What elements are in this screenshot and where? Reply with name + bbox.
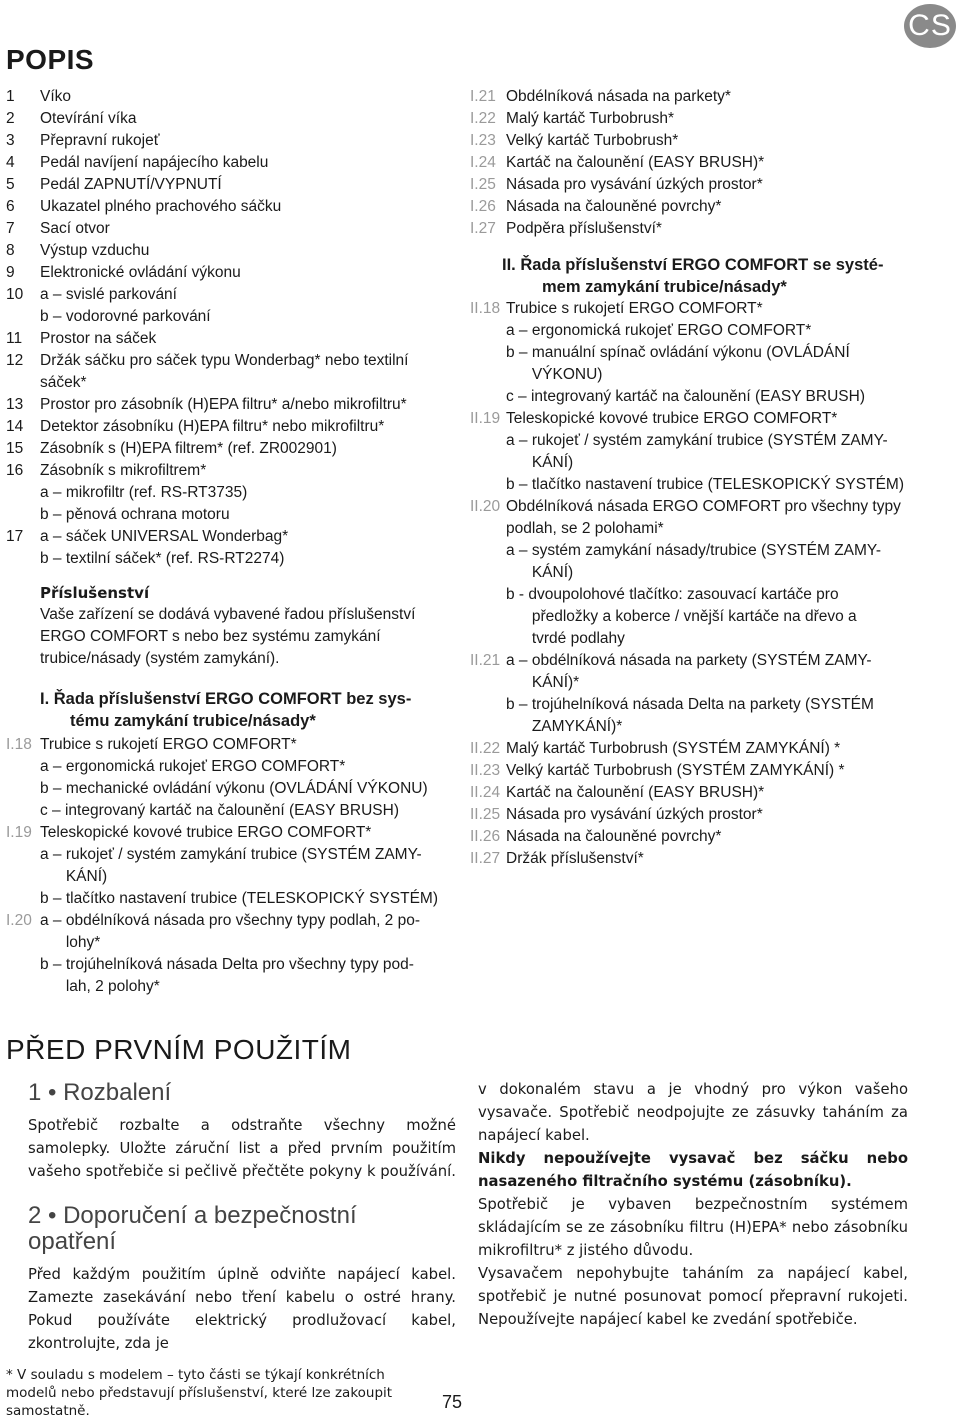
series-2-list xyxy=(470,298,940,870)
series-1-title-line: tému zamykání trubice/násady* xyxy=(70,712,316,730)
item-text: a – systém zamykání násady/trubice (SYSTÉM ZAMY- xyxy=(506,542,881,559)
item-text: Držák příslušenství* xyxy=(506,850,644,867)
paragraph-safety: Před každým použitím úplně odviňte napájecí kabel. Zamezte zasekávání nebo tření kabelu o ostré hrany. Pokud používáte elektrický prodlužovací kabel, zkontrolujte, zda je xyxy=(28,1266,456,1352)
item-text: b – trojúhelníková násada Delta na parkety (SYSTÉM xyxy=(506,696,874,713)
item-text: Přepravní rukojeť xyxy=(40,132,160,149)
list-item xyxy=(470,408,940,430)
footnote: * V souladu s modelem – tyto části se týkají konkrétních modelů nebo představují příslušenství, které lze zakoupit samostatně. xyxy=(6,1367,393,1419)
item-text: tvrdé podlahy xyxy=(506,630,625,647)
item-text: a – sáček UNIVERSAL Wonderbag* xyxy=(40,528,289,545)
series-2-title-line: II. Řada příslušenství ERGO COMFORT se systé- xyxy=(502,256,884,274)
list-item xyxy=(470,174,940,196)
list-item xyxy=(470,760,940,782)
item-text: Elektronické ovládání výkonu xyxy=(40,264,241,281)
list-item xyxy=(6,734,456,756)
section-title-before-first-use: PŘED PRVNÍM POUŽITÍM xyxy=(6,1034,352,1065)
subsection-unpacking: 1 • Rozbalení xyxy=(28,1079,172,1106)
accessories-line: trubice/násady (systém zamykání). xyxy=(40,650,280,667)
item-text: Zásobník s (H)EPA filtrem* (ref. ZR002901) xyxy=(40,440,337,457)
language-badge: CS xyxy=(904,4,956,48)
section-title-popis: POPIS xyxy=(6,44,95,75)
item-text: b – trojúhelníková násada Delta pro všechny typy pod- xyxy=(40,956,414,973)
item-number: 10 xyxy=(6,286,24,303)
item-number: 17 xyxy=(6,528,24,545)
item-text: Velký kartáč Turbobrush* xyxy=(506,132,679,149)
list-item xyxy=(470,716,940,738)
item-text: b – pěnová ochrana motoru xyxy=(40,506,230,523)
page-number: 75 xyxy=(442,1392,463,1412)
item-number: 16 xyxy=(6,462,24,479)
item-text: Obdélníková násada na parkety* xyxy=(506,88,731,105)
series-2-title xyxy=(502,254,942,298)
item-text: Obdélníková násada ERGO COMFORT pro všechny typy xyxy=(506,498,901,515)
item-text: b – tlačítko nastavení trubice (TELESKOPICKÝ SYSTÉM) xyxy=(40,890,438,907)
item-text: Násada na čalouněné povrchy* xyxy=(506,198,722,215)
list-item xyxy=(6,976,456,998)
item-text: b - dvoupolohové tlačítko: zasouvací kartáče pro xyxy=(506,586,839,603)
item-text: Pedál navíjení napájecího kabelu xyxy=(40,154,269,171)
item-number: II.24 xyxy=(470,784,501,801)
item-text: sáček* xyxy=(40,374,87,391)
item-text: lah, 2 polohy* xyxy=(40,978,160,995)
item-text: KÁNÍ) xyxy=(506,454,574,471)
list-item xyxy=(6,504,456,526)
item-text: a – rukojeť / systém zamykání trubice (SYSTÉM ZAMY- xyxy=(506,432,888,449)
item-text: Otevírání víka xyxy=(40,110,137,127)
list-item xyxy=(470,738,940,760)
item-number: 12 xyxy=(6,352,24,369)
list-item xyxy=(6,284,456,306)
list-item xyxy=(6,306,456,328)
item-number: I.19 xyxy=(6,824,32,841)
list-item xyxy=(470,628,940,650)
item-number: 15 xyxy=(6,440,24,457)
list-item xyxy=(470,152,940,174)
list-item xyxy=(6,196,456,218)
item-number: II.25 xyxy=(470,806,501,823)
list-item xyxy=(6,866,456,888)
series-1-list xyxy=(6,734,456,998)
item-text: Prostor pro zásobník (H)EPA filtru* a/nebo mikrofiltru* xyxy=(40,396,407,413)
paragraph-unpacking: Spotřebič rozbalte a odstraňte všechny možné samolepky. Uložte záruční list a před prvním použitím vašeho spotřebiče si pečlivě přečtěte pokyny k používání. xyxy=(28,1117,456,1180)
item-number: 1 xyxy=(6,88,15,105)
item-text: b – mechanické ovládání výkonu (OVLÁDÁNÍ VÝKONU) xyxy=(40,780,428,797)
item-number: 11 xyxy=(6,330,23,347)
item-number: I.23 xyxy=(470,132,496,149)
item-number: 13 xyxy=(6,396,24,413)
list-item xyxy=(470,518,940,540)
list-item xyxy=(6,394,456,416)
list-item xyxy=(6,350,456,372)
list-item xyxy=(6,174,456,196)
series-1-title-line: I. Řada příslušenství ERGO COMFORT bez sys- xyxy=(40,690,412,708)
list-item xyxy=(470,562,940,584)
subsection-safety-line1: 2 • Doporučení a bezpečnostní xyxy=(28,1202,357,1229)
item-number: II.20 xyxy=(470,498,501,515)
item-number: 6 xyxy=(6,198,15,215)
item-text: b – tlačítko nastavení trubice (TELESKOPICKÝ SYSTÉM) xyxy=(506,476,904,493)
accessories-title: Příslušenství xyxy=(40,584,150,602)
item-text: Držák sáčku pro sáček typu Wonderbag* nebo textilní xyxy=(40,352,409,369)
item-text: Trubice s rukojetí ERGO COMFORT* xyxy=(506,300,763,317)
subsection-safety-line2: opatření xyxy=(28,1228,117,1255)
item-text: Kartáč na čalounění (EASY BRUSH)* xyxy=(506,154,765,171)
paragraph-safety-system: Spotřebič je vybaven bezpečnostním systémem skládajícím se ze zásobníku filtru (H)EPA* nebo zásobníku mikrofiltru* z jistého důvodu. xyxy=(478,1196,908,1259)
list-item xyxy=(6,548,456,570)
item-text: Sací otvor xyxy=(40,220,110,237)
list-item xyxy=(470,320,940,342)
list-item xyxy=(6,844,456,866)
list-item xyxy=(6,778,456,800)
item-number: 8 xyxy=(6,242,15,259)
list-item xyxy=(470,826,940,848)
list-item xyxy=(470,452,940,474)
list-item xyxy=(6,130,456,152)
item-text: Teleskopické kovové trubice ERGO COMFORT* xyxy=(40,824,372,841)
item-text: c – integrovaný kartáč na čalounění (EASY BRUSH) xyxy=(40,802,399,819)
list-item xyxy=(6,910,456,932)
item-number: I.21 xyxy=(470,88,496,105)
item-text: a – rukojeť / systém zamykání trubice (SYSTÉM ZAMY- xyxy=(40,846,422,863)
item-number: II.18 xyxy=(470,300,501,317)
item-text: Pedál ZAPNUTÍ/VYPNUTÍ xyxy=(40,176,222,193)
item-text: b – manuální spínač ovládání výkonu (OVLÁDÁNÍ xyxy=(506,344,850,361)
list-item xyxy=(470,848,940,870)
item-text: ZAMYKÁNÍ)* xyxy=(506,718,623,735)
item-number: 9 xyxy=(6,264,15,281)
item-number: 2 xyxy=(6,110,15,127)
item-text: a – obdélníková násada pro všechny typy podlah, 2 po- xyxy=(40,912,421,929)
item-text: Ukazatel plného prachového sáčku xyxy=(40,198,282,215)
item-number: I.18 xyxy=(6,736,32,753)
item-text: VÝKONU) xyxy=(506,366,603,383)
item-text: a – svislé parkování xyxy=(40,286,177,303)
item-text: b – vodorovné parkování xyxy=(40,308,211,325)
paragraph-cable: v dokonalém stavu a je vhodný pro výkon vašeho vysavače. Spotřebič neodpojujte ze zásuvky taháním za napájecí kabel. xyxy=(478,1081,908,1144)
item-number: II.22 xyxy=(470,740,501,757)
list-item xyxy=(470,430,940,452)
list-item xyxy=(470,342,940,364)
right-paragraphs xyxy=(478,1078,908,1331)
item-number: I.26 xyxy=(470,198,496,215)
item-text: předložky a koberce / vnější kartáče na dřevo a xyxy=(506,608,857,625)
list-item xyxy=(470,540,940,562)
item-number: 4 xyxy=(6,154,15,171)
item-number: I.24 xyxy=(470,154,496,171)
item-text: a – obdélníková násada na parkety (SYSTÉM ZAMY- xyxy=(506,652,872,669)
item-text: Zásobník s mikrofiltrem* xyxy=(40,462,207,479)
item-text: Násada pro vysávání úzkých prostor* xyxy=(506,806,763,823)
item-text: Podpěra příslušenství* xyxy=(506,220,662,237)
list-item xyxy=(470,584,940,606)
item-number: I.22 xyxy=(470,110,496,127)
list-item xyxy=(470,218,940,240)
item-text: a – ergonomická rukojeť ERGO COMFORT* xyxy=(40,758,346,775)
item-text: Velký kartáč Turbobrush (SYSTÉM ZAMYKÁNÍ) * xyxy=(506,762,845,779)
list-item xyxy=(470,386,940,408)
list-item xyxy=(6,372,456,394)
list-item xyxy=(6,822,456,844)
list-item xyxy=(6,954,456,976)
item-text: podlah, se 2 polohami* xyxy=(506,520,664,537)
item-number: II.19 xyxy=(470,410,501,427)
item-text: a – ergonomická rukojeť ERGO COMFORT* xyxy=(506,322,812,339)
item-text: c – integrovaný kartáč na čalounění (EASY BRUSH) xyxy=(506,388,865,405)
item-number: II.23 xyxy=(470,762,501,779)
item-text: Malý kartáč Turbobrush (SYSTÉM ZAMYKÁNÍ) * xyxy=(506,740,841,757)
accessories-line: ERGO COMFORT s nebo bez systému zamykání xyxy=(40,628,381,645)
list-item xyxy=(470,86,940,108)
list-item xyxy=(470,474,940,496)
item-number: I.25 xyxy=(470,176,496,193)
list-item xyxy=(470,130,940,152)
list-item xyxy=(6,756,456,778)
list-item xyxy=(6,932,456,954)
item-text: Násada na čalouněné povrchy* xyxy=(506,828,722,845)
paragraph-moving: Vysavačem nepohybujte taháním za napájecí kabel, spotřebič je nutné posunovat pomocí přepravní rukojeti. Nepoužívejte napájecí kabel ke zvedání spotřebiče. xyxy=(478,1265,908,1328)
list-item xyxy=(470,196,940,218)
item-text: KÁNÍ) xyxy=(40,868,108,885)
item-number: I.20 xyxy=(6,912,32,929)
parts-list xyxy=(6,86,456,570)
list-item xyxy=(6,262,456,284)
item-text: KÁNÍ)* xyxy=(506,674,580,691)
accessories-line: Vaše zařízení se dodává vybavené řadou příslušenství xyxy=(40,606,416,623)
list-item xyxy=(470,672,940,694)
list-item xyxy=(6,888,456,910)
item-text: b – textilní sáček* (ref. RS-RT2274) xyxy=(40,550,285,567)
list-item xyxy=(6,438,456,460)
series-2-title-line: mem zamykání trubice/násady* xyxy=(542,278,787,296)
paragraph-warning: Nikdy nepoužívejte vysavač bez sáčku nebo nasazeného filtračního systému (zásobníku). xyxy=(478,1150,908,1190)
item-number: 7 xyxy=(6,220,15,237)
list-item xyxy=(470,694,940,716)
list-item xyxy=(6,800,456,822)
item-number: 14 xyxy=(6,418,24,435)
list-item xyxy=(6,108,456,130)
item-number: 5 xyxy=(6,176,15,193)
list-item xyxy=(470,606,940,628)
list-item xyxy=(6,460,456,482)
item-text: Násada pro vysávání úzkých prostor* xyxy=(506,176,763,193)
accessory-list-1 xyxy=(470,86,940,240)
item-text: Detektor zásobníku (H)EPA filtru* nebo mikrofiltru* xyxy=(40,418,385,435)
item-text: KÁNÍ) xyxy=(506,564,574,581)
item-number: I.27 xyxy=(470,220,496,237)
item-text: Víko xyxy=(40,88,72,105)
item-text: a – mikrofiltr (ref. RS-RT3735) xyxy=(40,484,248,501)
list-item xyxy=(6,328,456,350)
item-number: II.26 xyxy=(470,828,501,845)
list-item xyxy=(6,86,456,108)
item-text: Kartáč na čalounění (EASY BRUSH)* xyxy=(506,784,765,801)
list-item xyxy=(470,650,940,672)
item-text: Prostor na sáček xyxy=(40,330,157,347)
item-text: Výstup vzduchu xyxy=(40,242,150,259)
list-item xyxy=(6,152,456,174)
list-item xyxy=(470,496,940,518)
accessories-intro xyxy=(40,582,460,670)
list-item xyxy=(470,782,940,804)
item-number: II.21 xyxy=(470,652,501,669)
list-item xyxy=(6,218,456,240)
item-text: Trubice s rukojetí ERGO COMFORT* xyxy=(40,736,297,753)
item-number: II.27 xyxy=(470,850,501,867)
list-item xyxy=(470,804,940,826)
item-text: Malý kartáč Turbobrush* xyxy=(506,110,674,127)
list-item xyxy=(6,526,456,548)
item-text: lohy* xyxy=(40,934,101,951)
list-item xyxy=(470,298,940,320)
list-item xyxy=(6,482,456,504)
item-number: 3 xyxy=(6,132,15,149)
list-item xyxy=(6,240,456,262)
list-item xyxy=(470,108,940,130)
series-1-title xyxy=(40,688,460,732)
item-text: Teleskopické kovové trubice ERGO COMFORT* xyxy=(506,410,838,427)
list-item xyxy=(470,364,940,386)
list-item xyxy=(6,416,456,438)
